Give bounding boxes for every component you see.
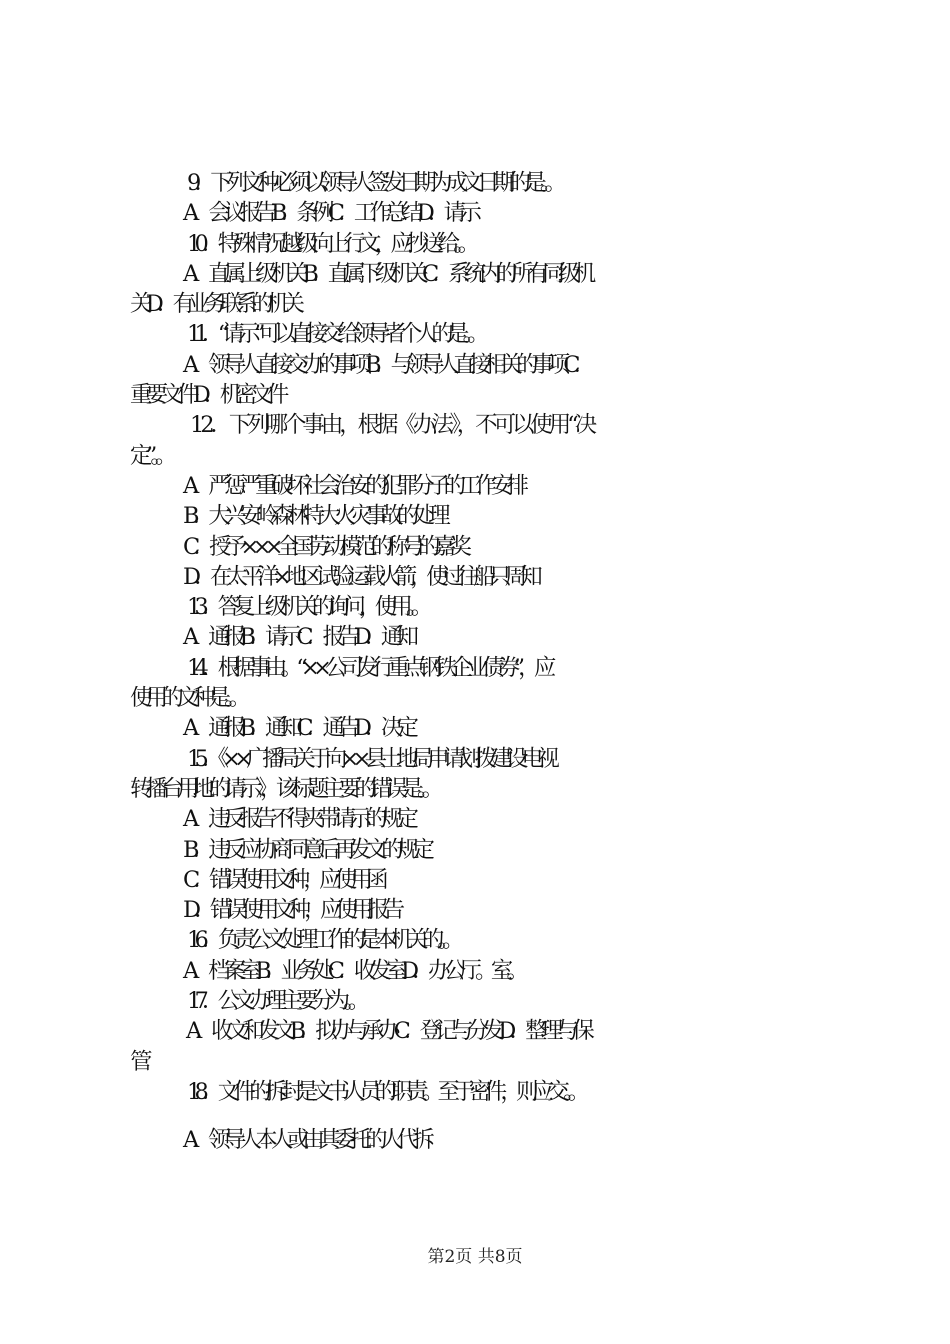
text-line: 9．下列文种必须以领导人签发日期为成文日期的是。。 <box>187 170 561 196</box>
text-line: 转播台用地的请示》，该标题主要的错误是。。 <box>130 775 438 802</box>
text-line: 使用的文种是。。 <box>130 685 245 712</box>
document-body <box>0 168 950 1156</box>
text-line: 14．根据事由。“××公司发行重点钢铁企业债券”，应 <box>187 654 550 681</box>
text-line: A．领导人直接交办的事项B．与领导人直接相关的事项C． <box>183 351 590 378</box>
text-line: A．违反报告不得夹带请示的规定 <box>183 806 413 833</box>
text-line: B．违反应协商同意后再发文的规定 <box>183 836 429 863</box>
text-line: B．大兴安岭森林特大火灾事故的处理 <box>183 503 444 530</box>
text-line: A．直属上级机关B．直属下级机关C．系统内的所有同级机 <box>183 260 590 287</box>
text-line: A．档案室B．业务处C．收发室D．办公厅。室。 <box>183 957 523 984</box>
text-line: D．错误使用文种，应使用报告 <box>183 897 399 924</box>
text-line: 17．公文办理主要分为。。 <box>187 988 364 1015</box>
text-line: 13．答复上级机关的询问，使用。。 <box>187 594 427 621</box>
text-line: C．错误使用文种，应使用函 <box>183 866 382 893</box>
text-line: A．收文和发文B．拟办与承办C．登记与分发D．整理与保 <box>186 1018 588 1045</box>
page-footer: 第2页 共8页 <box>427 1247 523 1267</box>
text-line: 管 <box>130 1048 146 1075</box>
text-line: A．领导人本人或由其委托的人代拆 <box>183 1127 428 1154</box>
text-line: 定”。。 <box>130 442 171 469</box>
text-line: A．通报B．请示C．报告D．通知 <box>183 624 413 651</box>
text-line: D．在太平洋×地区试验运载火箭，使过往船只周知 <box>183 563 536 590</box>
text-line: 11．“请示”可以直接交给领导者个人的是。。 <box>187 321 483 348</box>
text-line: A．通报B．通知C．通告D．决定 <box>183 715 413 742</box>
text-line: A．会议报告B．条例C．工作总结D．请示 <box>183 200 476 227</box>
text-line: 16．负责公文处理工作的是本机关的。。 <box>187 927 458 954</box>
text-line: 10．特殊情况越级向上行文，应抄送给。。 <box>187 230 474 257</box>
text-line: A．严惩严重破坏社会治安的犯罪分子的工作安排 <box>183 472 523 499</box>
text-line: C．授予×××全国劳动模范的称号的嘉奖 <box>183 533 466 560</box>
text-line: 18．文件的拆封是文书人员的职责。至于密件，则应交。。 <box>187 1078 584 1105</box>
text-line: 12．下列哪个事由，根据《办法》，不可以使用“决 <box>190 412 593 439</box>
text-line: 重要文件D．机密文件 <box>130 382 283 409</box>
text-line: 关D．有业务联系的机关 <box>130 291 299 318</box>
text-line: 15．《××广播局关于向××县土地局申请划拨建设电视 <box>187 745 553 772</box>
